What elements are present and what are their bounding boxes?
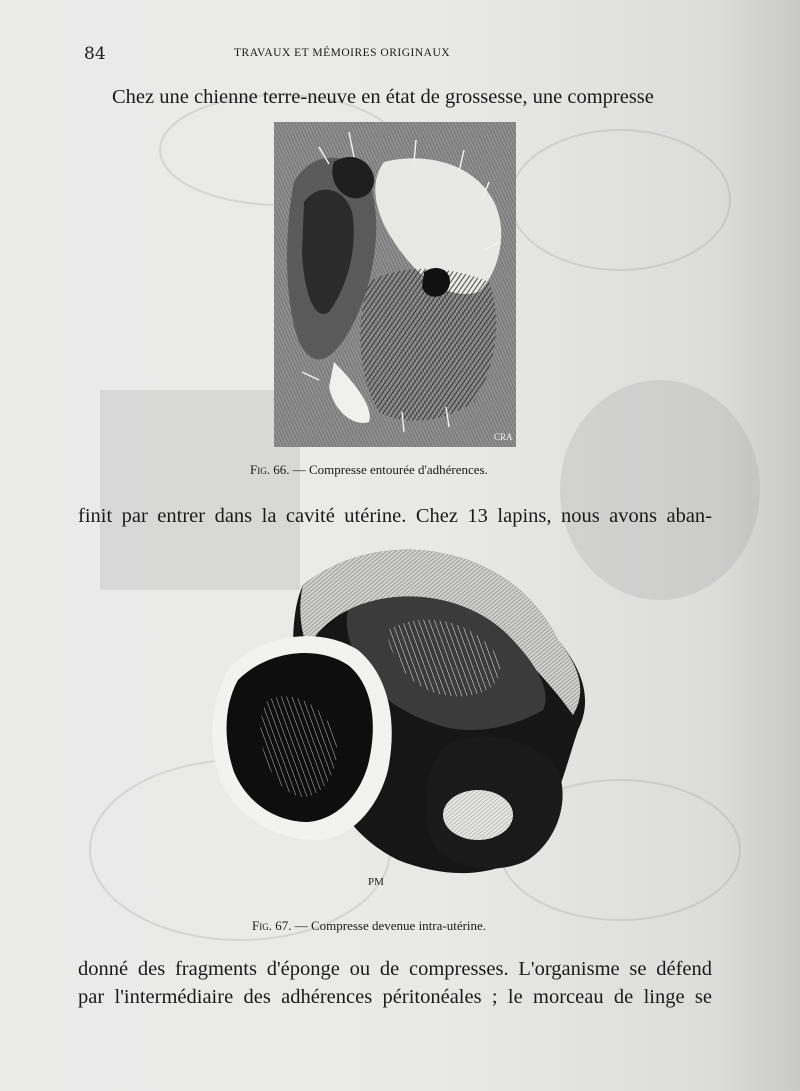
figure-67-illustration	[208, 540, 593, 890]
figure-66-caption-text: — Compresse entourée d'adhérences.	[292, 462, 488, 477]
body-text-line-3: donné des fragments d'éponge ou de compresses. L'organisme se défend	[78, 958, 712, 980]
figure-67-signature: PM	[368, 876, 384, 888]
figure-67-caption	[252, 918, 486, 934]
figure-66-illustration	[274, 122, 516, 447]
figure-66-caption	[250, 462, 488, 478]
page-header	[84, 44, 720, 64]
body-text-line-1: Chez une chienne terre-neuve en état de grossesse, une compresse	[112, 86, 654, 108]
body-text-line-2: finit par entrer dans la cavité utérine. Chez 13 lapins, nous avons aban-	[78, 505, 712, 527]
figure-67-caption-text: — Compresse devenue intra-utérine.	[294, 918, 487, 933]
body-text-line-4: par l'intermédiaire des adhérences péritonéales ; le morceau de linge se	[78, 986, 712, 1008]
figure-66-label: Fig. 66.	[250, 462, 290, 477]
figure-66-signature: CRA	[494, 432, 513, 442]
running-title: TRAVAUX ET MÉMOIRES ORIGINAUX	[234, 47, 451, 59]
figure-67-label: Fig. 67.	[252, 918, 292, 933]
page-number: 84	[84, 44, 106, 64]
